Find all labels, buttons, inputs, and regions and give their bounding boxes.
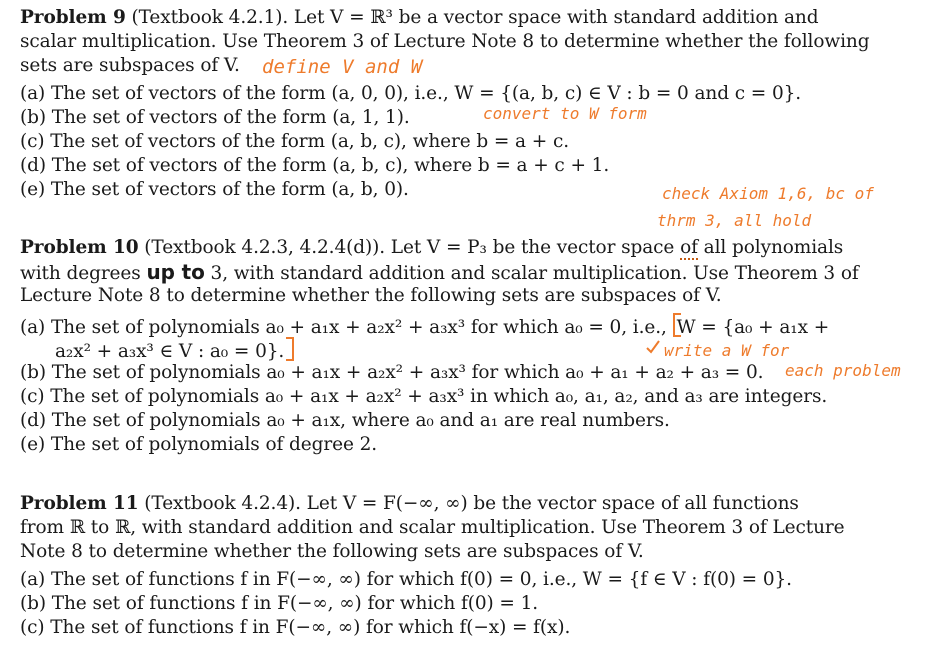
p10-item-c: (c) The set of polynomials a₀ + a₁x + a₂x² + a₃x³ in which a₀, a₁, a₂, and a₃ are integers. [20,386,828,407]
p10-item-b: (b) The set of polynomials a₀ + a₁x + a₂x² + a₃x³ for which a₀ + a₁ + a₂ + a₃ = 0. [20,362,764,383]
p10-item-a-cont [55,337,294,364]
note-write-w: write a W for [664,341,790,360]
note-define-v-w: define V and W [262,56,423,78]
p10-intro-of: of [680,237,698,258]
p10-up-to: up to [146,260,205,284]
p9-heading: Problem 9 [20,7,126,28]
p9-item-d: (d) The set of vectors of the form (a, b, c), where b = a + c + 1. [20,155,610,176]
p9-line-1 [20,6,818,30]
p11-item-c: (c) The set of functions f in F(−∞, ∞) for which f(−x) = f(x). [20,617,571,638]
p10-item-a-text: (a) The set of polynomials a₀ + a₁x + a₂x² + a₃x³ for which a₀ = 0, i.e., [20,317,667,338]
p10-item-e: (e) The set of polynomials of degree 2. [20,434,378,455]
checkmark-icon [646,340,660,354]
p11-intro-1: (Textbook 4.2.4). Let V = F(−∞, ∞) be the vector space of all functions [138,493,799,514]
p10-intro-1c: all polynomials [697,237,844,258]
p9-item-a: (a) The set of vectors of the form (a, 0, 0), i.e., W = {(a, b, c) ∈ V : b = 0 and c = 0}. [20,83,802,104]
p10-item-a-w2: a₂x² + a₃x³ ∈ V : a₀ = 0}. [55,341,285,362]
p10-line-1 [20,236,843,260]
bracket-close-mark [286,337,294,361]
p11-heading: Problem 11 [20,493,139,514]
p10-item-a-w: W = {a₀ + a₁x + [676,317,830,338]
p9-item-b: (b) The set of vectors of the form (a, 1, 1). [20,107,410,128]
p11-item-b: (b) The set of functions f in F(−∞, ∞) for which f(0) = 1. [20,593,539,614]
p10-heading: Problem 10 [20,237,139,258]
note-check-axiom: check Axiom 1,6, bc of [662,184,874,203]
p9-item-c: (c) The set of vectors of the form (a, b, c), where b = a + c. [20,131,569,152]
p10-item-a [20,313,829,340]
p10-line-2 [20,260,859,286]
p10-item-d: (d) The set of polynomials a₀ + a₁x, where a₀ and a₁ are real numbers. [20,410,670,431]
p11-line-3: Note 8 to determine whether the following sets are subspaces of V. [20,541,644,562]
p10-line-3: Lecture Note 8 to determine whether the following sets are subspaces of V. [20,285,722,306]
note-convert-w: convert to W form [483,104,647,123]
p9-line-3: sets are subspaces of V. [20,55,240,76]
p11-line-1 [20,492,799,516]
p9-line-2: scalar multiplication. Use Theorem 3 of Lecture Note 8 to determine whether the following [20,31,870,52]
p10-intro-2a: with degrees [20,263,147,284]
p9-intro-1: (Textbook 4.2.1). Let V = ℝ³ be a vector space with standard addition and [125,7,819,28]
p11-line-2: from ℝ to ℝ, with standard addition and scalar multiplication. Use Theorem 3 of Lecture [20,517,845,538]
note-each-problem: each problem [785,361,901,380]
p9-item-e: (e) The set of vectors of the form (a, b, 0). [20,179,409,200]
note-thrm-3: thrm 3, all hold [657,211,812,230]
p10-intro-1a: (Textbook 4.2.3, 4.2.4(d)). Let V = P₃ be the vector space [138,237,681,258]
p10-intro-2c: 3, with standard addition and scalar multiplication. Use Theorem 3 of [204,263,859,284]
p11-item-a: (a) The set of functions f in F(−∞, ∞) for which f(0) = 0, i.e., W = {f ∈ V : f(0) = 0}. [20,569,792,590]
